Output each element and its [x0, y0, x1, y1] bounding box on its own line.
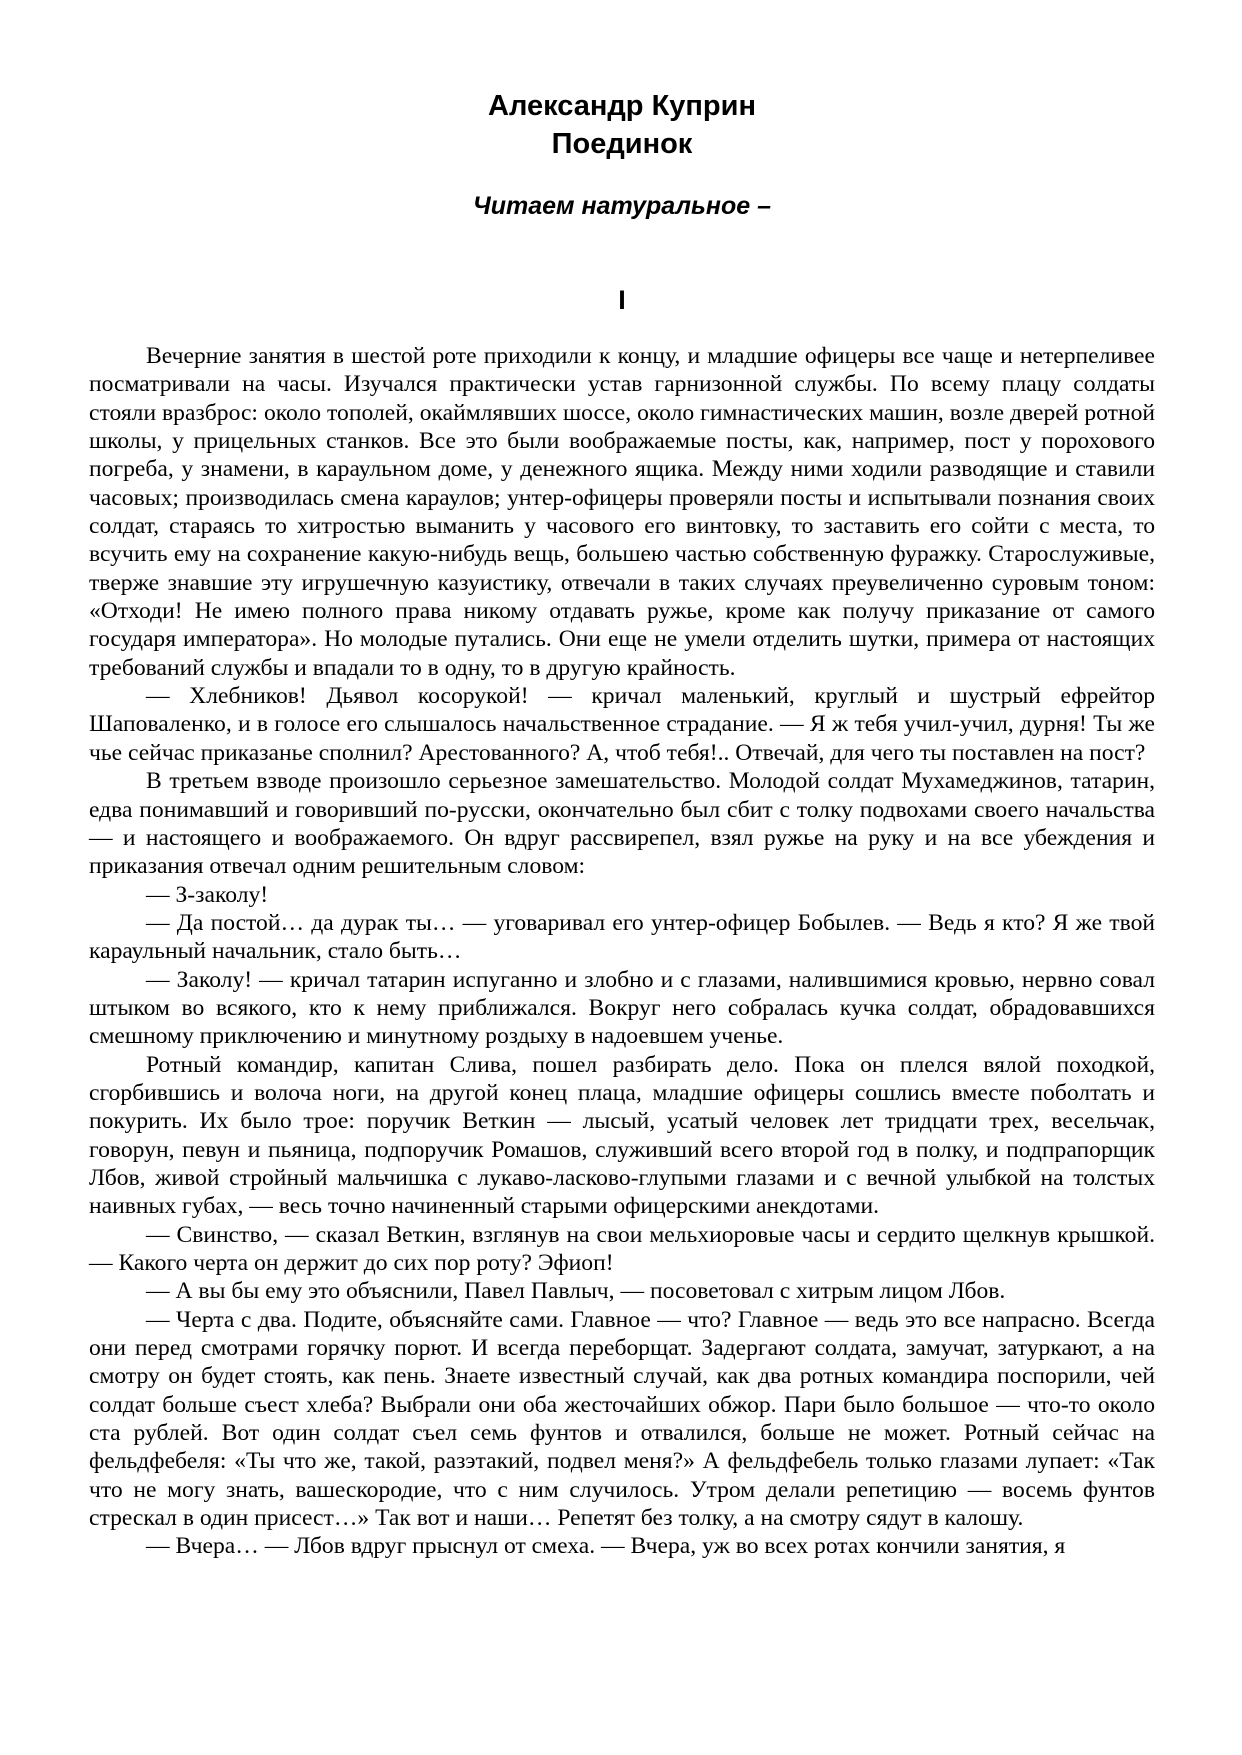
paragraph: — Вчера… — Лбов вдруг прыснул от смеха. — Вчера, уж во всех ротах кончили занятия, я: [146, 1533, 1066, 1560]
paragraph: Вечерние занятия в шестой роте приходили к концу, и младшие офицеры все чаще и нетерпеливее посматривали на часы. Изучался практически устав гарнизонной службы. По всему плацу солдаты стояли вразброс: около тополей, окаймлявших шоссе, около гимнастических машин, возле дверей ротной школы, у прицельных станков. Все это были воображаемые посты, как, например, пост у порохового погреба, у знамени, в караульном доме, у денежного ящика. Между ними ходили разводящие и ставили часовых; производилась смена караулов; унтер-офицеры проверяли посты и испытывали познания своих солдат, стараясь то хитростью выманить у часового его винтовку, то заставить его сойти с места, то всучить ему на сохранение какую-нибудь вещь, большею частью собственную фуражку. Старослуживые, тверже знавшие эту игрушечную казуистику, отвечали в таких случаях преувеличенно суровым тоном: «Отходи! Не имею полного права никому отдавать ружье, кроме как получу приказание от самого государя императора». Но молодые путались. Они еще не умели отделить шутки, примера от настоящих требований службы и впадали то в одну, то в другую крайность.: [89, 343, 1155, 681]
chapter-number: I: [618, 285, 626, 315]
author-name: Александр Куприн: [488, 90, 756, 122]
paragraph: В третьем взводе произошло серьезное замешательство. Молодой солдат Мухамеджинов, татарин, едва понимавший и говоривший по-русски, окончательно был сбит с толку подвохами своего начальства — и настоящего и воображаемого. Он вдруг рассвирепел, взял ружье на руку и на все убеждения и приказания отвечал одним решительным словом:: [89, 768, 1155, 880]
paragraph: — Свинство, — сказал Веткин, взглянув на свои мельхиоровые часы и сердито щелкнув крышкой. — Какого черта он держит до сих пор роту? Эфиоп!: [89, 1221, 1155, 1276]
paragraph: — Да постой… да дурак ты… — уговаривал его унтер-офицер Бобылев. — Ведь я кто? Я же твой караульный начальник, стало быть…: [89, 909, 1155, 965]
paragraph: — Черта с два. Подите, объясняйте сами. Главное — что? Главное — ведь это все напрасно. Всегда они перед смотрами горячку порют. И всегда переборщат. Задергают солдата, замучат, затуркают, а на смотру он будет стоять, как пень. Знаете известный случай, как два ротных командира поспорили, чей солдат больше съест хлеба? Выбрали они оба жесточайших обжор. Пари было большое — что-то около ста рублей. Вот один солдат съел семь фунтов и отвалился, больше не может. Ротный сейчас на фельдфебеля: «Ты что же, такой, разэтакий, подвел меня?» А фельдфебель только глазами лупает: «Так что не могу знать, вашескородие, что с ним случилось. Утром делали репетицию — восемь фунтов стрескал в один присест…» Так вот и наши… Репетят без толку, а на смотру сядут в калошу.: [89, 1306, 1155, 1532]
paragraph: — А вы бы ему это объяснили, Павел Павлыч, — посоветовал с хитрым лицом Лбов.: [146, 1278, 1006, 1305]
paragraph: — Заколу! — кричал татарин испуганно и злобно и с глазами, налившимися кровью, нервно совал штыком во всякого, кто к нему приближался. Вокруг него собралась кучка солдат, обрадовавшихся смешному приключению и минутному роздыху в надоевшем ученье.: [89, 966, 1155, 1050]
subtitle: Читаем натуральное –: [473, 192, 771, 220]
paragraph: — З-заколу!: [146, 881, 269, 908]
body-text: [89, 342, 1155, 1561]
paragraph: — Хлебников! Дьявол косорукой! — кричал маленький, круглый и шустрый ефрейтор Шаповаленко, и в голосе его слышалось начальственное страдание. — Я ж тебя учил-учил, дурня! Ты же чье сейчас приказанье сполнил? Арестованного? А, чтоб тебя!.. Отвечай, для чего ты поставлен на пост?: [89, 683, 1155, 766]
book-title: Поединок: [551, 128, 693, 160]
paragraph: Ротный командир, капитан Слива, пошел разбирать дело. Пока он плелся вялой походкой, сгорбившись и волоча ноги, на другой конец плаца, младшие офицеры сошлись вместе поболтать и покурить. Их было трое: поручик Веткин — лысый, усатый человек лет тридцати трех, весельчак, говорун, певун и пьяница, подпоручик Ромашов, служивший всего второй год в полку, и подпрапорщик Лбов, живой стройный мальчишка с лукаво-ласково-глупыми глазами и с вечной улыбкой на толстых наивных губах, — весь точно начиненный старыми офицерскими анекдотами.: [89, 1051, 1155, 1220]
